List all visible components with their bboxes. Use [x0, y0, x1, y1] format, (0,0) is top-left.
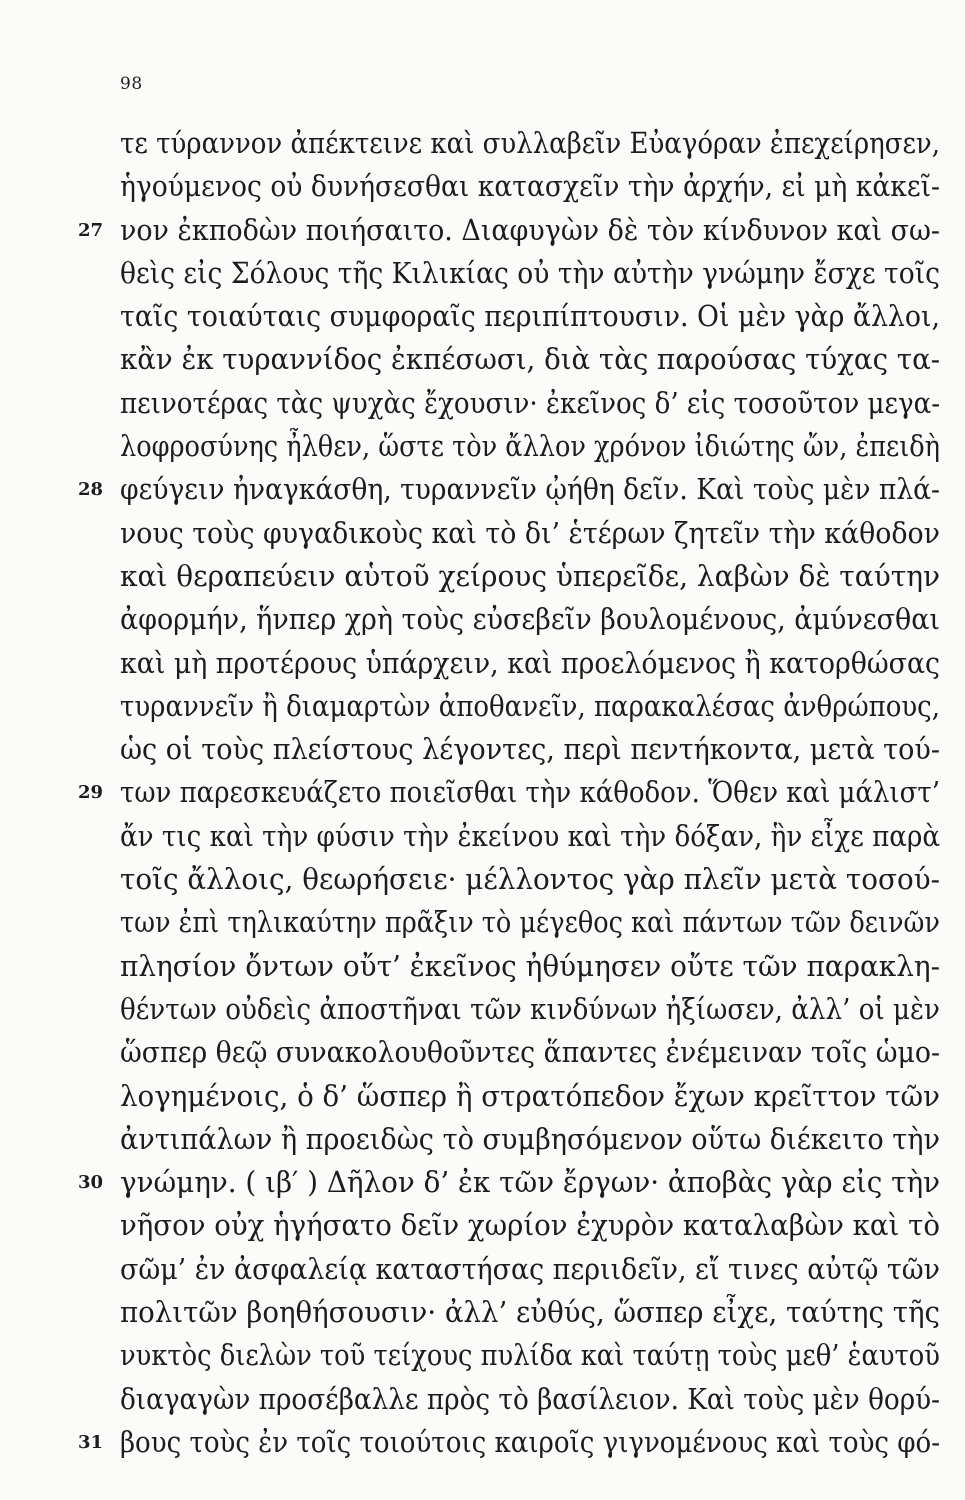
- line-text: διαγαγὼν προσέβαλλε πρὸς τὸ βασίλειον. Καὶ τοὺς μὲν θορύ-: [120, 1382, 940, 1416]
- text-line: [0, 555, 965, 598]
- line-text: τυραννεῖν ἢ διαμαρτὼν ἀποθανεῖν, παρακαλέσας ἀνθρώπους,: [120, 689, 940, 723]
- line-text: ὡς οἱ τοὺς πλείστους λέγοντες, περὶ πεντήκοντα, μετὰ τού-: [120, 733, 941, 767]
- page-number: 98: [120, 74, 143, 94]
- text-line: [0, 1421, 965, 1464]
- text-line: [0, 598, 965, 641]
- text-line: [0, 728, 965, 771]
- line-text: καὶ μὴ προτέρους ὑπάρχειν, καὶ προελόμενος ἢ κατορθώσας: [120, 646, 941, 680]
- text-line: [0, 382, 965, 425]
- section-number: 30: [78, 1172, 104, 1194]
- text-line: [0, 1204, 965, 1247]
- text-line: [0, 1291, 965, 1334]
- line-text: ἄν τις καὶ τὴν φύσιν τὴν ἐκείνου καὶ τὴν δόξαν, ἣν εἶχε παρὰ: [120, 819, 941, 853]
- text-line: [0, 1248, 965, 1291]
- section-number: 29: [78, 782, 104, 804]
- text-line: [0, 209, 965, 252]
- line-text: πεινοτέρας τὰς ψυχὰς ἔχουσιν· ἐκεῖνος δ’ εἰς τοσοῦτον μεγα-: [120, 386, 941, 420]
- line-text: τοῖς ἄλλοις, θεωρήσειε· μέλλοντος γὰρ πλεῖν μετὰ τοσού-: [120, 863, 940, 897]
- text-line: [0, 338, 965, 381]
- line-text: ἀντιπάλων ἢ προειδὼς τὸ συμβησόμενον οὕτω διέκειτο τὴν: [120, 1122, 940, 1156]
- greek-text-body: [0, 122, 965, 1464]
- section-number: 31: [78, 1431, 104, 1453]
- line-text: θεὶς εἰς Σόλους τῆς Κιλικίας οὐ τὴν αὐτὴν γνώμην ἔσχε τοῖς: [120, 256, 940, 290]
- text-line: [0, 1161, 965, 1204]
- line-text: ἀφορμήν, ἥνπερ χρὴ τοὺς εὐσεβεῖν βουλομένους, ἀμύνεσθαι: [120, 603, 940, 637]
- line-text: λοφροσύνης ἦλθεν, ὥστε τὸν ἄλλον χρόνον ἰδιώτης ὤν, ἐπειδὴ: [120, 430, 941, 464]
- line-text: νῆσον οὐχ ἡγήσατο δεῖν χωρίον ἐχυρὸν καταλαβὼν καὶ τὸ: [120, 1209, 940, 1243]
- text-line: [0, 1031, 965, 1074]
- line-text: κἂν ἐκ τυραννίδος ἐκπέσωσι, διὰ τὰς παρούσας τύχας τα-: [120, 343, 941, 377]
- text-line: [0, 642, 965, 685]
- text-line: [0, 945, 965, 988]
- line-text: πλησίον ὄντων οὔτ’ ἐκεῖνος ἠθύμησεν οὔτε τῶν παρακλη-: [120, 949, 941, 983]
- line-text: νους τοὺς φυγαδικοὺς καὶ τὸ δι’ ἑτέρων ζητεῖν τὴν κάθοδον: [120, 516, 940, 550]
- line-text: νον ἐκποδὼν ποιήσαιτο. Διαφυγὼν δὲ τὸν κίνδυνον καὶ σω-: [120, 213, 941, 247]
- line-text: ἡγούμενος οὐ δυνήσεσθαι κατασχεῖν τὴν ἀρχήν, εἰ μὴ κἀκεῖ-: [120, 170, 940, 204]
- text-line: [0, 858, 965, 901]
- text-line: [0, 685, 965, 728]
- line-text: γνώμην. ( ιβ′ ) Δῆλον δ’ ἐκ τῶν ἔργων· ἀποβὰς γὰρ εἰς τὴν: [120, 1166, 941, 1200]
- text-line: [0, 252, 965, 295]
- text-line: [0, 425, 965, 468]
- line-text: πολιτῶν βοηθήσουσιν· ἀλλ’ εὐθύς, ὥσπερ εἶχε, ταύτης τῆς: [120, 1296, 940, 1330]
- text-line: [0, 815, 965, 858]
- text-line: [0, 122, 965, 165]
- text-line: [0, 165, 965, 208]
- line-text: σῶμ’ ἐν ἀσφαλείᾳ καταστήσας περιιδεῖν, εἴ τινες αὐτῷ τῶν: [120, 1252, 940, 1286]
- text-line: [0, 988, 965, 1031]
- line-text: φεύγειν ἠναγκάσθη, τυραννεῖν ᾠήθη δεῖν. Καὶ τοὺς μὲν πλά-: [120, 473, 941, 507]
- text-line: [0, 1378, 965, 1421]
- section-number: 28: [78, 479, 104, 501]
- text-line: [0, 512, 965, 555]
- line-text: καὶ θεραπεύειν αὑτοῦ χείρους ὑπερεῖδε, λαβὼν δὲ ταύτην: [120, 559, 941, 593]
- text-line: [0, 771, 965, 814]
- line-text: ταῖς τοιαύταις συμφοραῖς περιπίπτουσιν. Οἱ μὲν γὰρ ἄλλοι,: [120, 300, 941, 334]
- line-text: των ἐπὶ τηλικαύτην πρᾶξιν τὸ μέγεθος καὶ πάντων τῶν δεινῶν: [120, 906, 940, 940]
- text-line: [0, 1075, 965, 1118]
- line-text: τε τύραννον ἀπέκτεινε καὶ συλλαβεῖν Εὐαγόραν ἐπεχείρησεν,: [120, 127, 940, 160]
- line-text: νυκτὸς διελὼν τοῦ τείχους πυλίδα καὶ ταύτῃ τοὺς μεθ’ ἑαυτοῦ: [120, 1339, 940, 1373]
- line-text: θέντων οὐδεὶς ἀποστῆναι τῶν κινδύνων ἠξίωσεν, ἀλλ’ οἱ μὲν: [120, 992, 940, 1026]
- line-text: των παρεσκευάζετο ποιεῖσθαι τὴν κάθοδον. Ὅθεν καὶ μάλιστ’: [120, 776, 940, 810]
- line-text: βους τοὺς ἐν τοῖς τοιούτοις καιροῖς γιγνομένους καὶ τοὺς φό-: [120, 1425, 940, 1459]
- line-text: λογημένοις, ὁ δ’ ὥσπερ ἢ στρατόπεδον ἔχων κρεῖττον τῶν: [120, 1079, 940, 1113]
- text-line: [0, 1118, 965, 1161]
- line-text: ὥσπερ θεῷ συνακολουθοῦντες ἅπαντες ἐνέμειναν τοῖς ὡμο-: [120, 1036, 941, 1070]
- text-line: [0, 295, 965, 338]
- text-line: [0, 901, 965, 944]
- text-line: [0, 1334, 965, 1377]
- section-number: 27: [78, 219, 104, 241]
- text-line: [0, 468, 965, 511]
